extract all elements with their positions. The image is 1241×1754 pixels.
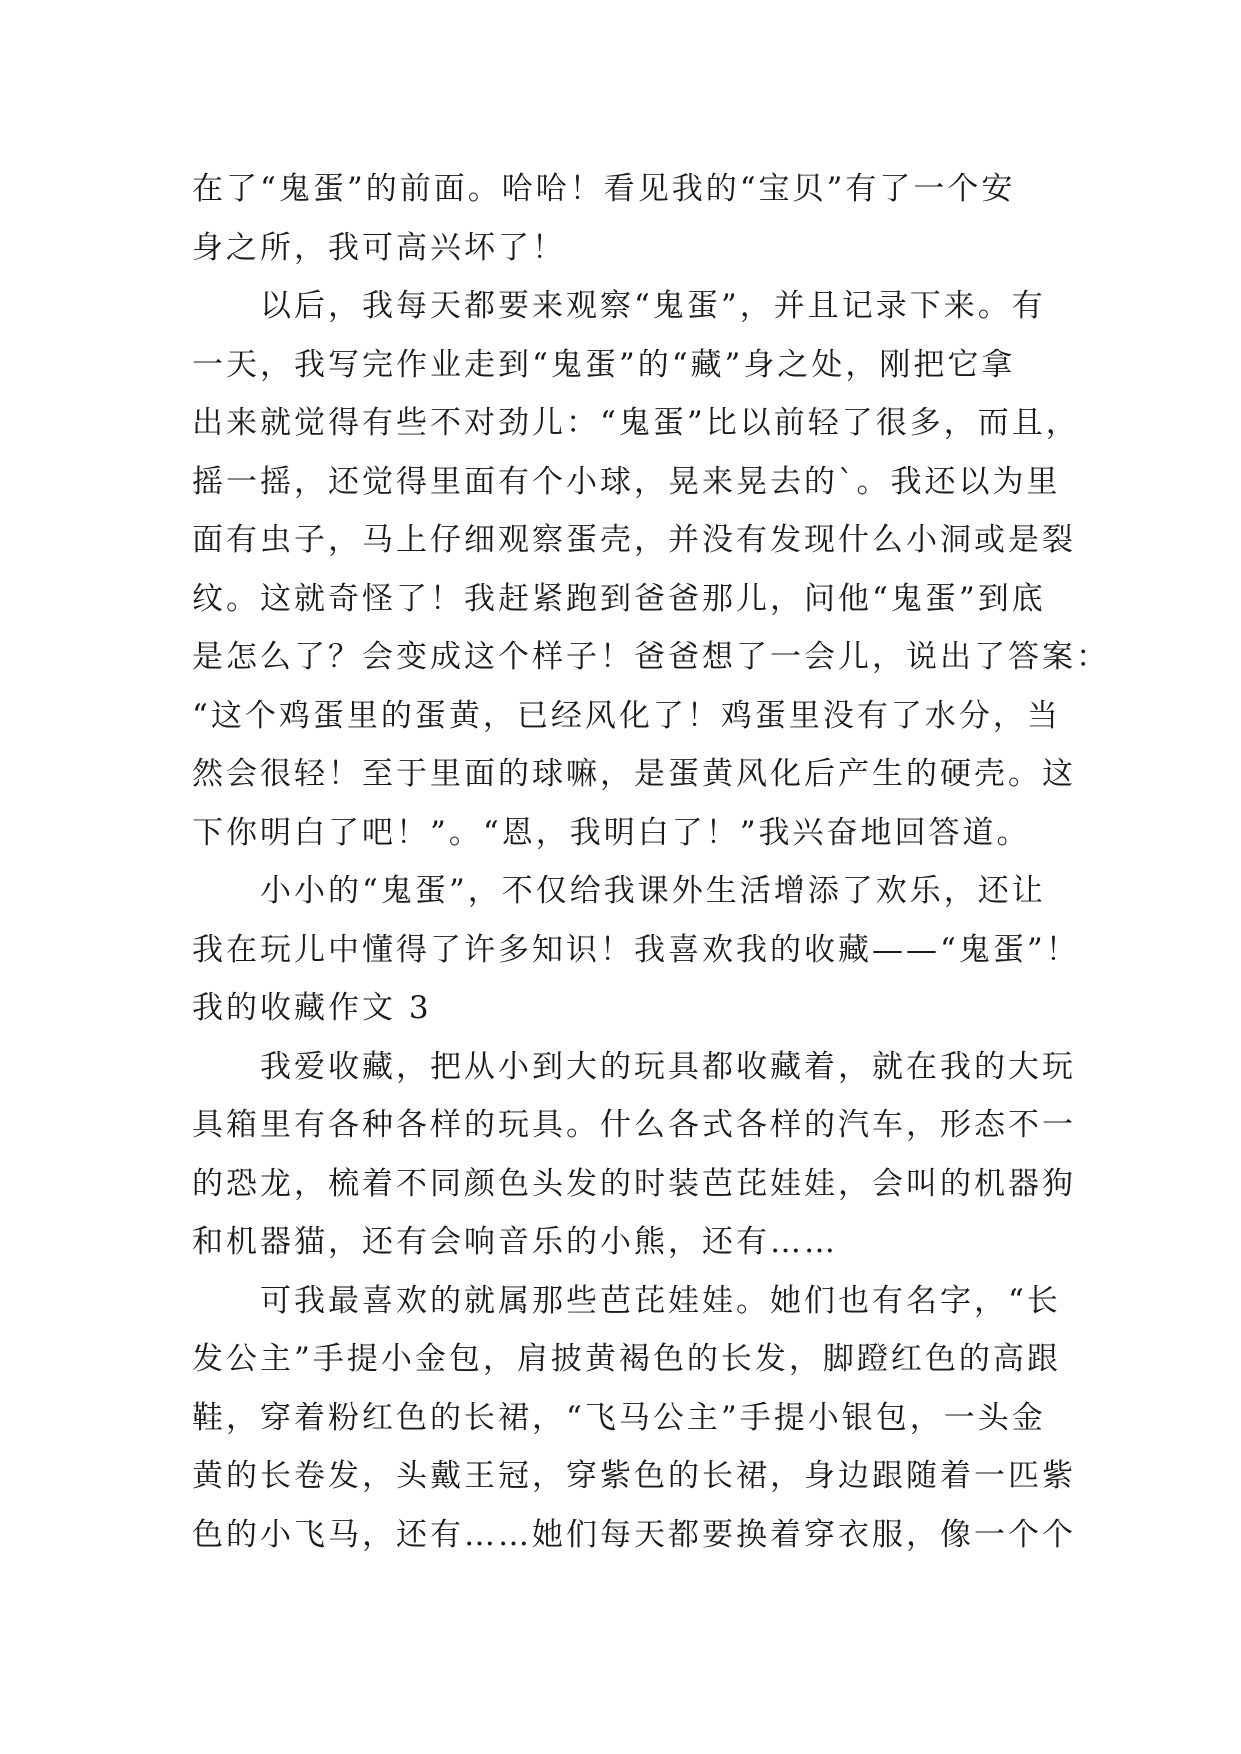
- text-line: 色的小飞马，还有……她们每天都要换着穿衣服，像一个个: [192, 1516, 1076, 1553]
- paragraph-first-line: 我爱收藏，把从小到大的玩具都收藏着，就在我的大玩: [260, 1048, 1076, 1085]
- text-line: 面有虫子，马上仔细观察蛋壳，并没有发现什么小洞或是裂: [192, 522, 1076, 558]
- text-line: 和机器猫，还有会响音乐的小熊，还有……: [192, 1224, 838, 1260]
- text-line: 一天，我写完作业走到“鬼蛋”的“藏”身之处，刚把它拿: [192, 346, 1016, 383]
- text-line: 黄的长卷发，头戴王冠，穿紫色的长裙，身边跟随着一匹紫: [192, 1458, 1076, 1494]
- text-line: 鞋，穿着粉红色的长裙，“飞马公主”手提小银包，一头金: [192, 1399, 1046, 1436]
- text-line: 摇一摇，还觉得里面有个小球，晃来晃去的`。我还以为里: [192, 463, 1061, 500]
- text-line: 下你明白了吧！”。“恩，我明白了！”我兴奋地回答道。: [192, 814, 1031, 851]
- text-line: 身之所，我可高兴坏了！: [192, 229, 566, 266]
- text-line: 是怎么了？会变成这个样子！爸爸想了一会儿，说出了答案：: [192, 639, 1110, 675]
- text-line: 的恐龙，梳着不同颜色头发的时装芭芘娃娃，会叫的机器狗: [192, 1165, 1076, 1202]
- text-line: 发公主”手提小金包，肩披黄褐色的长发，脚蹬红色的高跟: [192, 1341, 1061, 1377]
- paragraph-first-line: 以后，我每天都要来观察“鬼蛋”，并且记录下来。有: [260, 288, 1046, 324]
- text-line: 具箱里有各种各样的玩具。什么各式各样的汽车，形态不一: [192, 1107, 1076, 1143]
- text-line: 我在玩儿中懂得了许多知识！我喜欢我的收藏——“鬼蛋”！: [192, 931, 1080, 968]
- text-line: 在了“鬼蛋”的前面。哈哈！看见我的“宝贝”有了一个安: [192, 171, 1016, 207]
- text-line: 我的收藏作文 3: [192, 990, 432, 1026]
- text-line: “这个鸡蛋里的蛋黄，已经风化了！鸡蛋里没有了水分，当: [192, 697, 1061, 734]
- essay-text: [192, 160, 1110, 1564]
- paragraph-first-line: 可我最喜欢的就属那些芭芘娃娃。她们也有名字，“长: [260, 1282, 1061, 1319]
- text-line: 出来就觉得有些不对劲儿：“鬼蛋”比以前轻了很多，而且，: [192, 405, 1080, 441]
- text-line: 然会很轻！至于里面的球嘛，是蛋黄风化后产生的硬壳。这: [192, 756, 1076, 792]
- text-line: 纹。这就奇怪了！我赶紧跑到爸爸那儿，问他“鬼蛋”到底: [192, 580, 1046, 617]
- paragraph-first-line: 小小的“鬼蛋”，不仅给我课外生活增添了欢乐，还让: [260, 873, 1046, 909]
